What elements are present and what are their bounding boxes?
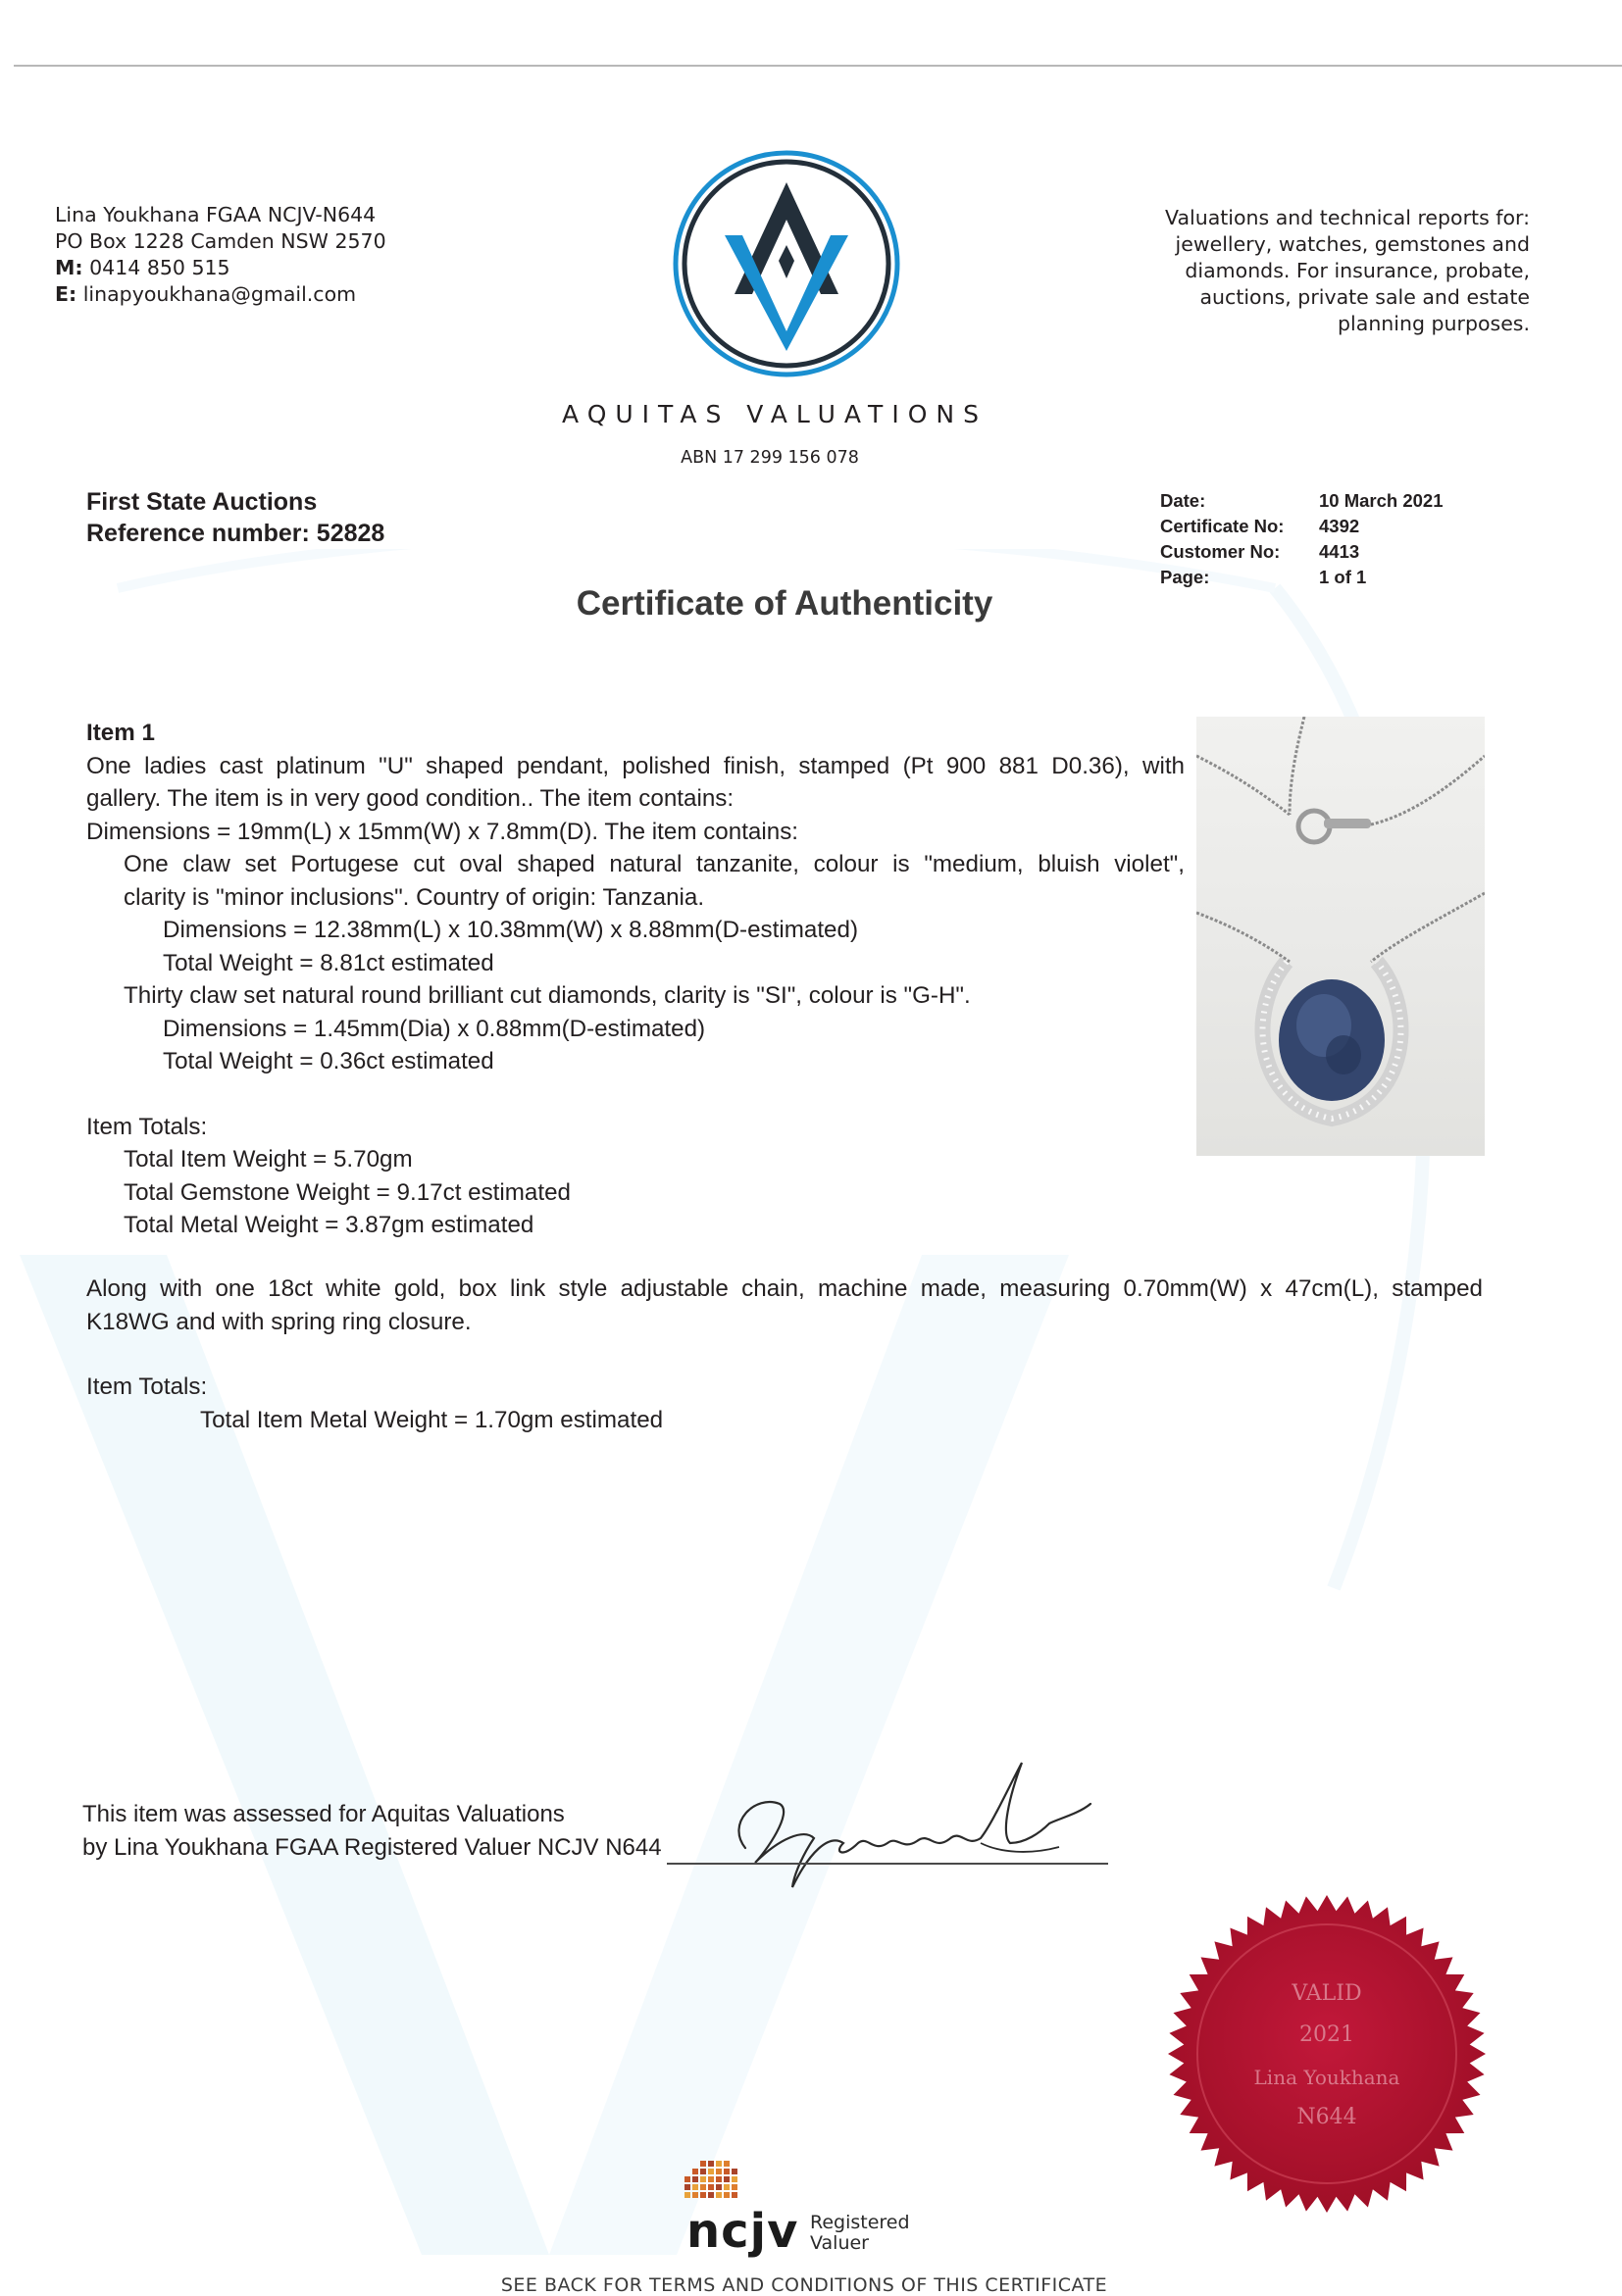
ncjv-dot (716, 2184, 722, 2190)
total-metal-weight: Total Metal Weight = 3.87gm estimated (124, 1212, 534, 1238)
contact-address: PO Box 1228 Camden NSW 2570 (55, 229, 386, 253)
ncjv-dot (684, 2184, 690, 2190)
abn-number: ABN 17 299 156 078 (681, 448, 859, 468)
date-label: Date: (1160, 490, 1206, 511)
seal-text: N644 (1296, 2105, 1357, 2129)
meta-row-page (1160, 565, 1444, 590)
services-block (1079, 205, 1530, 337)
certificate-value: 4392 (1319, 516, 1360, 536)
chain-line: K18WG and with spring ring closure. (86, 1308, 472, 1335)
ncjv-dot (732, 2184, 737, 2190)
services-line: planning purposes. (1338, 312, 1530, 335)
page-title: Certificate of Authenticity (576, 584, 993, 623)
meta-row-date (1160, 488, 1444, 514)
ncjv-dot (700, 2169, 706, 2174)
contact-email (55, 281, 467, 308)
email-value: linapyoukhana@gmail.com (82, 282, 357, 306)
signature-line (667, 1863, 1108, 1865)
contact-block (55, 202, 467, 308)
ncjv-dot (708, 2161, 714, 2167)
pendant-illustration (1196, 717, 1485, 1156)
ncjv-dot (692, 2169, 698, 2174)
ncjv-dot (716, 2176, 722, 2182)
email-label: E: (55, 282, 77, 306)
meta-row-certificate (1160, 514, 1444, 539)
item-totals-heading: Item Totals: (86, 1113, 208, 1140)
ncjv-dot (724, 2192, 730, 2198)
ncjv-dot (708, 2184, 714, 2190)
item-description (86, 717, 1189, 1242)
mobile-value: 0414 850 515 (89, 256, 230, 279)
assessment-line: by Lina Youkhana FGAA Registered Valuer NCJV N644 (82, 1834, 662, 1861)
item-photo (1196, 717, 1485, 1156)
ncjv-dot (700, 2176, 706, 2182)
ncjv-dot (708, 2169, 714, 2174)
ncjv-dot (692, 2176, 698, 2182)
item-desc-line: One ladies cast platinum "U" shaped pendant, polished finish, stamped (Pt 900 881 D0.36), with (86, 752, 1185, 779)
tanzanite-line: clarity is "minor inclusions". Country of origin: Tanzania. (124, 883, 705, 911)
item-heading: Item 1 (86, 720, 155, 746)
diamonds-line: Thirty claw set natural round brilliant cut diamonds, clarity is "SI", colour is "G-H". (124, 982, 971, 1009)
spacer (86, 1338, 1483, 1371)
diamonds-weight: Total Weight = 0.36ct estimated (163, 1048, 494, 1074)
item-dimensions: Dimensions = 19mm(L) x 15mm(W) x 7.8mm(D). The item contains: (86, 818, 799, 845)
ncjv-dot (692, 2184, 698, 2190)
ncjv-dot (716, 2161, 722, 2167)
ncjv-dot (700, 2192, 706, 2198)
certificate-meta (1160, 488, 1444, 590)
aquitas-logo (670, 147, 903, 380)
tanzanite-weight: Total Weight = 8.81ct estimated (163, 949, 494, 976)
ncjv-dot (732, 2176, 737, 2182)
item-desc-line: gallery. The item is in very good condition.. The item contains: (86, 785, 735, 812)
page-value: 1 of 1 (1319, 567, 1367, 587)
ncjv-wordmark: ncjv (686, 2204, 799, 2259)
date-value: 10 March 2021 (1319, 490, 1444, 511)
top-rule (14, 65, 1622, 67)
client-name: First State Auctions (86, 488, 318, 516)
total-item-weight: Total Item Weight = 5.70gm (124, 1146, 413, 1173)
footer-terms: SEE BACK FOR TERMS AND CONDITIONS OF THIS CERTIFICATE (500, 2274, 1108, 2296)
valuer-signature (686, 1745, 1118, 1892)
ncjv-dot (684, 2176, 690, 2182)
ncjv-dot (724, 2161, 730, 2167)
diamonds-dimensions: Dimensions = 1.45mm(Dia) x 0.88mm(D-estimated) (163, 1015, 706, 1042)
ncjv-dot (692, 2192, 698, 2198)
tanzanite-line: One claw set Portugese cut oval shaped natural tanzanite, colour is "medium, bluish violet", (124, 851, 1185, 877)
contact-mobile (55, 255, 467, 281)
assessment-statement (82, 1798, 662, 1865)
services-line: jewellery, watches, gemstones and (1175, 232, 1530, 256)
ncjv-dot (684, 2192, 690, 2198)
seal-text: VALID (1292, 1981, 1362, 2006)
ncjv-dot (716, 2169, 722, 2174)
customer-value: 4413 (1319, 541, 1360, 562)
ncjv-registered: Registered (810, 2212, 910, 2233)
chain-line: Along with one 18ct white gold, box link style adjustable chain, machine made, measuring 0.70mm(W) x 47cm(L), stamped (86, 1275, 1483, 1302)
page-label: Page: (1160, 567, 1210, 587)
ncjv-dot (700, 2161, 706, 2167)
mobile-label: M: (55, 256, 83, 279)
ncjv-dot (724, 2176, 730, 2182)
services-line: Valuations and technical reports for: (1165, 206, 1530, 229)
services-line: diamonds. For insurance, probate, (1185, 259, 1530, 282)
contact-name: Lina Youkhana FGAA NCJV-N644 (55, 203, 377, 226)
tanzanite-dimensions: Dimensions = 12.38mm(L) x 10.38mm(W) x 8.88mm(D-estimated) (163, 917, 859, 943)
chain-description (86, 1273, 1483, 1436)
ncjv-registered-valuer (810, 2213, 910, 2254)
total-gemstone-weight: Total Gemstone Weight = 9.17ct estimated (124, 1178, 571, 1206)
brand-name: AQUITAS VALUATIONS (562, 400, 988, 428)
ncjv-dot (732, 2169, 737, 2174)
client-reference (86, 486, 384, 549)
ncjv-valuer: Valuer (810, 2232, 869, 2254)
seal-text: 2021 (1299, 2022, 1354, 2047)
chain-total-metal-weight: Total Item Metal Weight = 1.70gm estimated (200, 1406, 664, 1433)
ncjv-dot (700, 2184, 706, 2190)
assessment-line: This item was assessed for Aquitas Valuations (82, 1801, 565, 1827)
spacer (86, 1078, 1189, 1111)
ncjv-dot (708, 2192, 714, 2198)
services-line: auctions, private sale and estate (1199, 285, 1530, 309)
certificate-label: Certificate No: (1160, 516, 1285, 536)
ncjv-dot (708, 2176, 714, 2182)
ncjv-dot (724, 2184, 730, 2190)
seal-stamp (1165, 1892, 1489, 2216)
reference-number: Reference number: 52828 (86, 520, 385, 547)
seal-text: Lina Youkhana (1253, 2066, 1400, 2089)
meta-row-customer (1160, 539, 1444, 565)
chain-totals-heading: Item Totals: (86, 1373, 208, 1400)
ncjv-dot (716, 2192, 722, 2198)
ncjv-dot (732, 2192, 737, 2198)
customer-label: Customer No: (1160, 541, 1281, 562)
ncjv-dot (724, 2169, 730, 2174)
